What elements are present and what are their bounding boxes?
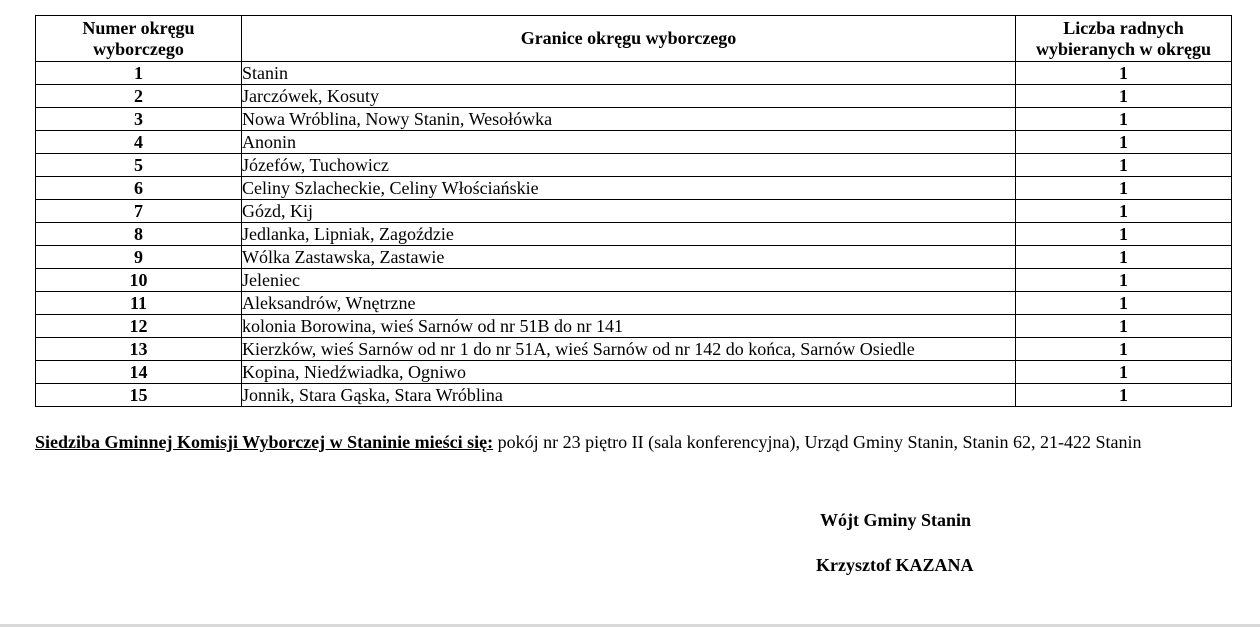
header-number: Numer okręgu wyborczego [36, 16, 242, 62]
row-number: 7 [36, 200, 242, 223]
row-boundaries: Józefów, Tuchowicz [242, 154, 1016, 177]
row-boundaries: Stanin [242, 62, 1016, 85]
table-row [36, 269, 1232, 292]
table-row [36, 200, 1232, 223]
table-body [36, 62, 1232, 407]
table-row [36, 246, 1232, 269]
table-row [36, 315, 1232, 338]
row-boundaries: Nowa Wróblina, Nowy Stanin, Wesołówka [242, 108, 1016, 131]
row-councillors: 1 [1016, 246, 1232, 269]
row-number: 11 [36, 292, 242, 315]
seat-text: pokój nr 23 piętro II (sala konferencyjna), Urząd Gminy Stanin, Stanin 62, 21-422 Stanin [497, 432, 1142, 452]
table-row [36, 223, 1232, 246]
commission-seat [35, 432, 1245, 453]
table-row [36, 361, 1232, 384]
signature-name: Krzysztof KAZANA [816, 555, 974, 575]
table-row [36, 131, 1232, 154]
row-number: 6 [36, 177, 242, 200]
row-boundaries: Jedlanka, Lipniak, Zagoździe [242, 223, 1016, 246]
row-boundaries: Jeleniec [242, 269, 1016, 292]
row-number: 15 [36, 384, 242, 407]
row-councillors: 1 [1016, 177, 1232, 200]
table-row [36, 338, 1232, 361]
row-boundaries: Anonin [242, 131, 1016, 154]
header-councillors: Liczba radnych wybieranych w okręgu [1016, 16, 1232, 62]
row-number: 2 [36, 85, 242, 108]
row-number: 4 [36, 131, 242, 154]
row-councillors: 1 [1016, 315, 1232, 338]
header-boundaries: Granice okręgu wyborczego [242, 16, 1016, 62]
row-boundaries: Kopina, Niedźwiadka, Ogniwo [242, 361, 1016, 384]
row-councillors: 1 [1016, 200, 1232, 223]
row-boundaries: Celiny Szlacheckie, Celiny Włościańskie [242, 177, 1016, 200]
row-number: 1 [36, 62, 242, 85]
row-boundaries: Kierzków, wieś Sarnów od nr 1 do nr 51A, wieś Sarnów od nr 142 do końca, Sarnów Osiedle [242, 338, 1016, 361]
row-boundaries: Jonnik, Stara Gąska, Stara Wróblina [242, 384, 1016, 407]
table-header-row [36, 16, 1232, 62]
row-councillors: 1 [1016, 292, 1232, 315]
table-row [36, 384, 1232, 407]
row-councillors: 1 [1016, 223, 1232, 246]
table-row [36, 154, 1232, 177]
table-row [36, 108, 1232, 131]
row-number: 5 [36, 154, 242, 177]
row-councillors: 1 [1016, 62, 1232, 85]
districts-table [35, 15, 1232, 407]
row-number: 3 [36, 108, 242, 131]
seat-label: Siedziba Gminnej Komisji Wyborczej w Staninie mieści się: [35, 432, 494, 452]
row-councillors: 1 [1016, 85, 1232, 108]
row-number: 8 [36, 223, 242, 246]
row-number: 13 [36, 338, 242, 361]
row-boundaries: Jarczówek, Kosuty [242, 85, 1016, 108]
row-councillors: 1 [1016, 154, 1232, 177]
table-row [36, 85, 1232, 108]
row-number: 14 [36, 361, 242, 384]
row-boundaries: Wólka Zastawska, Zastawie [242, 246, 1016, 269]
row-number: 9 [36, 246, 242, 269]
row-boundaries: Gózd, Kij [242, 200, 1016, 223]
row-boundaries: kolonia Borowina, wieś Sarnów od nr 51B do nr 141 [242, 315, 1016, 338]
row-councillors: 1 [1016, 108, 1232, 131]
table-row [36, 62, 1232, 85]
row-councillors: 1 [1016, 269, 1232, 292]
table-row [36, 177, 1232, 200]
row-number: 10 [36, 269, 242, 292]
row-councillors: 1 [1016, 361, 1232, 384]
row-councillors: 1 [1016, 384, 1232, 407]
row-councillors: 1 [1016, 338, 1232, 361]
table-row [36, 292, 1232, 315]
signature-title: Wójt Gminy Stanin [820, 510, 972, 530]
row-number: 12 [36, 315, 242, 338]
row-councillors: 1 [1016, 131, 1232, 154]
row-boundaries: Aleksandrów, Wnętrzne [242, 292, 1016, 315]
